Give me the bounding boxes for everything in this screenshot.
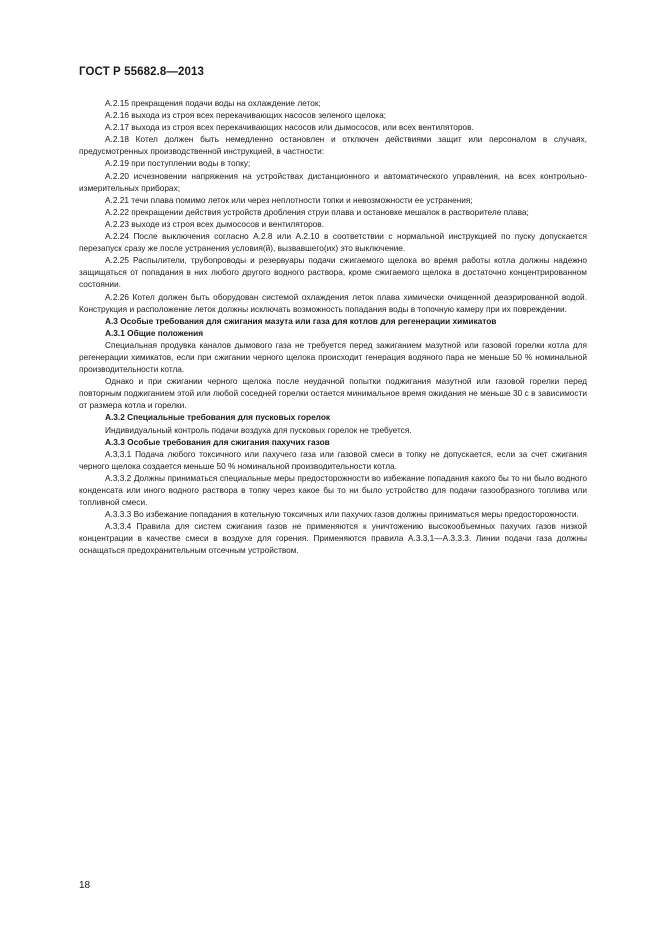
page-number: 18 [79, 880, 91, 891]
clause-a-3-3-3: А.3.3.3 Во избежание попадания в котельную токсичных или пахучих газов должны приниматься меры предосторожности. [105, 509, 579, 520]
clause-a-2-26: А.2.26 Котел должен быть оборудован системой охлаждения леток плава химически очищенной деаэрированной водой. Конструкция и расположение леток должны исключать возможность попадания воды в топочную камеру при их повреждении. [79, 291, 587, 314]
subsection-heading-a-3-3: А.3.3 Особые требования для сжигания пахучих газов [105, 436, 330, 447]
clause-a-2-20: А.2.20 исчезновении напряжения на устройствах дистанционного и автоматического управления, на всех контрольно-измерительных приборах; [79, 170, 587, 193]
paragraph-a-3-1-wait: Однако и при сжигании черного щелока после неудачной попытки поджигания мазутной или газовой горелки перед повторным поджиганием этой или любой соседней горелки остается минимальное время ожидания не меньше 30 с в зависимости от размера котла и горелки. [79, 376, 587, 411]
clause-a-2-17: А.2.17 выхода из строя всех перекачивающих насосов или дымососов, или всех вентиляторов. [105, 122, 474, 133]
paragraph-a-3-1-purge: Специальная продувка каналов дымового газа не требуется перед зажиганием мазутной или газовой горелки котла для регенерации химикатов, если при сжигании черного щелока происходит генерация водяного пара не меньше 50 % номинальной производительности котла. [79, 339, 587, 375]
subsection-heading-a-3-2: А.3.2 Специальные требования для пусковых горелок [105, 412, 331, 423]
clause-a-3-3-4: А.3.3.4 Правила для систем сжигания газов не применяются к уничтожению высокообъемных пахучих газов низкой концентрации в качестве смеси в воздухе для горения. Применяются правила А.3.3.1—А.3.3.3. Линии подачи газа должны оснащаться предохранительным отсечным устройством. [79, 521, 587, 556]
document-body [79, 97, 587, 557]
clause-a-2-25: А.2.25 Распылители, трубопроводы и резервуары подачи сжигаемого щелока во время работы котла должны надежно защищаться от попадания в них любого другого водного раствора, кроме сжигаемого щелока в достаточно концентрированном состоянии. [79, 255, 587, 290]
document-header: ГОСТ Р 55682.8—2013 [79, 66, 204, 78]
clause-a-2-21: А.2.21 течи плава помимо леток или через неплотности топки и невозможности ее устранения; [105, 194, 473, 205]
clause-a-2-19: А.2.19 при поступлении воды в топку; [105, 158, 251, 169]
clause-a-3-3-2: А.3.3.2 Должны приниматься специальные меры предосторожности во избежание попадания какого бы то ни было водного конденсата или иного водного раствора в топку через какое бы то ни было устройство для подачи газообразного топлива или топливной смеси. [79, 472, 587, 508]
clause-a-2-23: А.2.23 выходе из строя всех дымососов и вентиляторов. [105, 218, 325, 229]
clause-a-2-16: А.2.16 выхода из строя всех перекачивающих насосов зеленого щелока; [105, 110, 387, 121]
section-heading-a-3: А.3 Особые требования для сжигания мазута или газа для котлов для регенерации химикатов [105, 315, 497, 326]
clause-a-2-24: А.2.24 После выключения согласно А.2.8 или А.2.10 в соответствии с нормальной инструкцией по пуску допускается перезапуск сразу же после устранения условия(й), вызвавшего(их) это выключение. [79, 231, 587, 254]
paragraph-a-3-2: Индивидуальный контроль подачи воздуха для пусковых горелок не требуется. [105, 424, 412, 435]
subsection-heading-a-3-1: А.3.1 Общие положения [105, 327, 204, 338]
clause-a-2-18: А.2.18 Котел должен быть немедленно остановлен и отключен действиями защит или персоналом в случаях, предусмотренных производственной инструкцией, в частности: [79, 134, 587, 157]
clause-a-3-3-1: А.3.3.1 Подача любого токсичного или пахучего газа или газовой смеси в топку не допускается, если за счет сжигания черного щелока создается меньше 50 % номинальной производительности котла. [79, 448, 587, 471]
clause-a-2-15: А.2.15 прекращения подачи воды на охлаждение леток; [105, 98, 321, 108]
clause-a-2-22: А.2.22 прекращении действия устройств дробления струи плава и остановке мешалок в растворителе плава; [105, 206, 529, 217]
